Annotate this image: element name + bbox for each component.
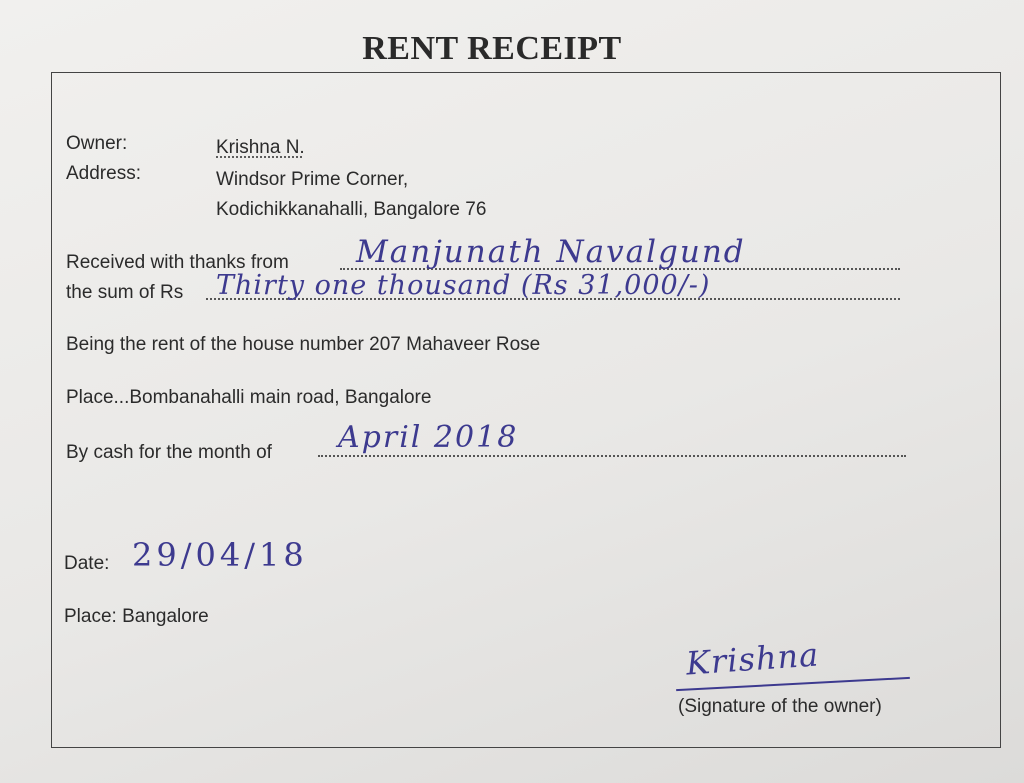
sum-label: the sum of Rs	[66, 282, 184, 303]
receipt-frame	[51, 72, 1001, 748]
sum-words-handwriting: Thirty one thousand (Rs 31,000/-)	[216, 270, 711, 301]
rent-house-line: Being the rent of the house number 207 Mahaveer Rose	[66, 334, 541, 355]
month-label: By cash for the month of	[66, 442, 272, 463]
owner-signature: Krishna	[684, 635, 821, 683]
received-from-handwriting: Manjunath Navalgund	[356, 234, 746, 270]
address-label: Address:	[66, 163, 141, 184]
received-label: Received with thanks from	[66, 252, 289, 273]
owner-name: Krishna N.	[216, 137, 305, 158]
receipt-title: RENT RECEIPT	[362, 30, 622, 67]
month-handwriting: April 2018	[338, 420, 519, 455]
address-line-2: Kodichikkanahalli, Bangalore 76	[216, 199, 487, 220]
place-bangalore: Place: Bangalore	[64, 606, 209, 627]
date-label: Date:	[64, 553, 110, 574]
signature-caption: (Signature of the owner)	[678, 696, 882, 717]
month-dotted-line	[318, 455, 906, 457]
place-line: Place...Bombanahalli main road, Bangalore	[66, 387, 432, 408]
address-line-1: Windsor Prime Corner,	[216, 169, 409, 190]
owner-label: Owner:	[66, 133, 128, 154]
date-handwriting: 29/04/18	[132, 536, 308, 574]
